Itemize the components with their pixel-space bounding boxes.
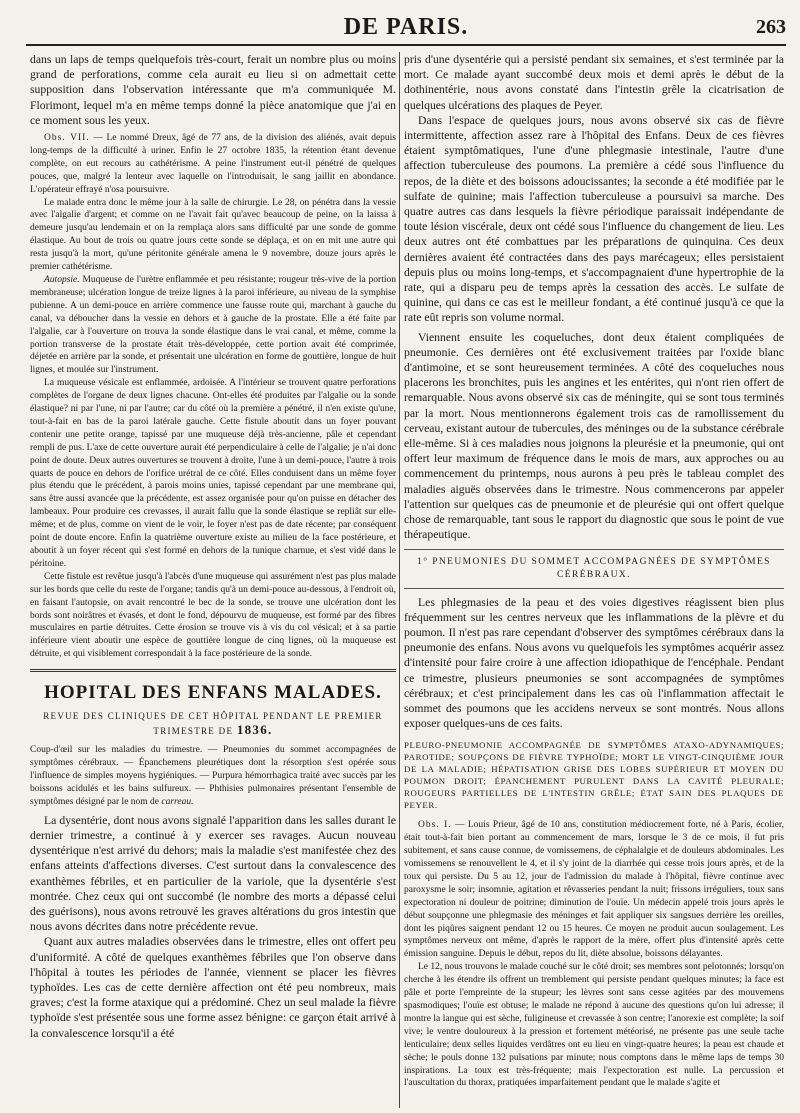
- summary-text: Coup-d'œil sur les maladies du trimestre. — Pneumonies du sommet accompagnées de symptômes cérébraux. — Épanchemens pleurétiques dont la résorption s'est opérée sous l'influence de simples moyens hygiéniques. — Purpura hémorrhagica traité avec succès par les boissons acidulés et les bains sulfureux. — Phthisies pulmonaires présentant l'ensemble de symptômes désigné par le nom de: [30, 745, 396, 807]
- paragraph: pris d'une dysentérie qui a persisté pendant six semaines, et s'est terminée par la mort. Ce malade ayant succombé deux mois et demi après le début de la dothinentérie, nous avons constaté dans l'intestin grêle la cicatrisation de quelques ulcérations des plaques de Peyer.: [404, 53, 784, 112]
- paragraph: Cette fistule est revêtue jusqu'à l'abcès d'une muqueuse qui assurément n'est pas plus malade sur les bords que celle du reste de l'organe; tandis qu'à un demi-pouce au-dessous, à l'endroit où, en faisant l'autopsie, on avait rencontré le bec de la sonde, se trouve une ulcération dont les bords sont noirâtres et évasés, et dont le fond, dépourvu de muqueuse, est formé par des fibres musculaires en partie détruites. Cette érosion se trouve vis à vis du col vésical; et à sa partie inférieure vient aboutir une espèce de gouttière longue de cinq lignes, où la muqueuse est détruite, et qui visiblement correspondait à la face postérieure de la sonde.: [30, 571, 396, 660]
- right-column: [404, 52, 784, 1108]
- page-header: [26, 14, 786, 46]
- summary-paragraph: [30, 744, 396, 809]
- section-subtitle: [30, 710, 396, 738]
- paragraph: Dans l'espace de quelques jours, nous avons observé six cas de fièvre intermittente, affection assez rare à l'hôpital des Enfans. Deux de ces fièvres étaient symptômatiques, l'une d'une phlegmasie intestinale, l'autre d'une affection tuberculeuse des poumons. La première a cédé sous l'influence du repos, de la diète et des boissons adoucissantes; la seconde a été modifiée par le sulfate de quinine; mais l'affection tuberculeuse a poursuivi sa marche. Des quatre autres cas dans lesquels la fièvre périodique paraissait indépendante de toute lésion viscérale, deux ont cédé sous l'influence du changement de lieu. Les deux autres ont été combattues par les préparations de quinquina. Ces deux dernières avaient été contractées dans des pays marécageux; elles persistaient depuis plus ou moins long-temps, et s'accompagnaient d'une hypertrophie de la rate, qui a disparu peu de temps après la cessation des accès. Le sulfate de quinine, qui dans ce cas est le meilleur fondant, a été continué jusqu'à ce que la rate eût repris son volume normal.: [404, 113, 784, 325]
- observation-paragraph: [404, 819, 784, 961]
- autopsy-text: Muqueuse de l'urètre enflammée et peu résistante; rougeur très-vive de la portion membraneuse; ulcération longue de treize lignes à la paroi inférieure, au niveau de la symphise pubienne. A un demi-pouce en arrière commence une fausse route qui, marchant à gauche du canal, va déboucher dans la vessie en dehors et à gauche de la prostate. Elle a été faite par l'algalie, car à l'ouverture on trouva la sonde élastique dans le vrai canal, et même, comme la portion transverse de la prostate était très-développée, cette portion avait été comprimée, déjetée en arrière par la sonde, et présentait une ulcération en forme de gouttière, longue de huit lignes, et moulée sur l'instrument.: [30, 274, 396, 376]
- paragraph: dans un laps de temps quelquefois très-court, ferait un nombre plus ou moins grand de perforations, comme cela aurait eu lieu si on admettait cette supposition dans l'observation intéressante que m'a communiquée M. Florimont, lequel m'a en même temps donné la pièce anatomique que j'ai en ce moment sous les yeux.: [30, 53, 396, 127]
- paragraph: Viennent ensuite les coqueluches, dont deux étaient compliquées de pneumonie. Ces dernières ont été exclusivement traitées par l'oxide blanc d'antimoine, et se sont heureusement terminées. A côté des coqueluches nous placerons les bronchites, puis les angines et les entérites, qui n'ont rien offert de remarquable. Nous avons observé six cas de méningite, qui se sont tous terminés par la mort. Nous mentionnerons également trois cas de ramollissement du cerveau, existant autour de tubercules, des méninges ou de la substance cérébrale elle-même. Si à ces maladies nous joignons la pleurésie et la pneumonie, qui ont offert leur maximum de fréquence dans le mois de mars, aux approches ou au commencement du printemps, nous aurons à peu près le tableau complet des maladies aiguës observées dans le trimestre. Nous commencerons par appeler l'attention sur quelques cas de pneumonie et de pleurésie qui ont offert quelque chose de remarquable, tant sous le rapport du diagnostic que sous le point de vue thérapeutique.: [404, 330, 784, 542]
- summary-italic: carreau.: [161, 796, 194, 807]
- page-number: 263: [756, 16, 786, 38]
- observation-paragraph: [30, 132, 396, 197]
- left-column: [30, 52, 396, 1108]
- section-heading: 1° PNEUMONIES DU SOMMET ACCOMPAGNÉES DE SYMPTÔMES CÉRÉBRAUX.: [417, 556, 771, 580]
- section-rule: [404, 549, 784, 550]
- observation-label: Obs. I.: [418, 820, 452, 831]
- section-divider: [30, 669, 396, 672]
- section-title: HOPITAL DES ENFANS MALADES.: [44, 682, 382, 704]
- column-rule: [399, 52, 400, 1108]
- subtitle-year: 1836.: [236, 722, 273, 738]
- section-rule: [404, 588, 784, 589]
- observation-label: Obs. VII.: [44, 133, 90, 144]
- paragraph: Le 12, nous trouvons le malade couché sur le côté droit; ses membres sont pelotonnés; lorsqu'on cherche à les étendre ils offrent un tremblement qui persiste pendant quelques minutes; la face est pâle et porte l'empreinte de la stupeur; les lèvres sont sans cesse agitées par des mouvemens spasmodiques; l'ouïe est obtuse; le malade ne répond à aucune des questions qu'on lui adresse; il montre la langue qui est sèche, fuligineuse et crevassée à son centre; l'anorexie est complète; la soif vive; le ventre douloureux à la pression et fortement météorisé, ne présente pas une seule tache lenticulaire; deux selles liquides verdâtres ont eu lieu en vingt-quatre heures; la peau est chaude et sèche; le pouls donne 132 pulsations par minute; nous comptons dans le même laps de temps 30 inspirations. La toux est très-fréquente; mais l'expectoration est nulle. La percussion et l'auscultation du thorax, pratiquées imparfaitement pendant que le malade s'agite et: [404, 962, 784, 1089]
- paragraph: La muqueuse vésicale est enflammée, ardoisée. A l'intérieur se trouvent quatre perforations complètes de l'organe de deux lignes chacune. Ont-elles été produites par l'algalie ou la sonde élastique? ni par l'une, ni par l'autre; car du côté où la première a pénétré, il n'en existe qu'une, tout-à-fait en bas de la paroi latérale gauche. Cette fistule aboutit dans un foyer pouvant contenir une petite orange, tapissé par une muqueuse déjà très-ancienne, pâle et cependant rempli de pus. L'axe de cette ouverture aurait été perpendiculaire à celle de l'algalie; je n'ai donc point de doute. Deux autres ouvertures se trouvent à droite, l'une à un demi-pouce, l'autre à trois quarts de pouce en dehors de l'orifice urétral de ce côté. Elles conduisent dans un même foyer plus étendu que le précédent, à parois moins unies, tapissé cependant par une membrane qui, sans être aussi avancée que la précédente, est assez organisée pour qu'on puisse en détacher des lambeaux. Pour produire ces crevasses, il aurait fallu que la sonde élastique se repliât sur elle-même; et de plus, comme on vient de le voir, le foyer n'est pas de date récente; par conséquent point de doute encore. Enfin la quatrième ouverture existe au milieu de la face postérieure, et aboutit à un foyer récent qui s'est formé en dehors de la tunique charnue, et s'est vidé dans le péritoine.: [30, 378, 396, 569]
- paragraph: Les phlegmasies de la peau et des voies digestives réagissent bien plus fréquemment sur les centres nerveux que les inflammations de la plèvre et du poumon. Il n'est pas rare cependant d'observer des symptômes cérébraux dans la pneumonie des enfans. Nous avons vu quelquefois les symptômes acquérir assez d'intensité pour faire croire à une affection idiopathique de l'encéphale. Pendant ce trimestre, plusieurs pneumonies se sont accompagnées de symptômes cérébraux; et c'est principalement dans les cas où l'inflammation affectait le sommet des poumons que les accidens nerveux se sont montrés. Nous allons exposer quelques-uns de ces faits.: [404, 595, 784, 731]
- autopsy-label: Autopsie.: [44, 274, 80, 285]
- paragraph: La dysentérie, dont nous avons signalé l'apparition dans les salles durant le dernier trimestre, a continué à y exercer ses ravages. Aucun nouveau dysentérique n'est arrivé du dehors; mais la maladie s'est manifestée chez des enfans atteints d'affections diverses. C'est surtout dans la convalescence des exanthèmes fébriles, et en particulier de la variole, que la dysentérie s'est montrée. Chez ceux qui ont succombé (le nombre des morts a dépassé celui des guérisons), nous avons retrouvé les graves altérations du gros intestin que nous avons décrites dans notre précédente revue.: [30, 813, 396, 934]
- running-title: DE PARIS.: [343, 14, 469, 40]
- paragraph: Quant aux autres maladies observées dans le trimestre, elles ont offert peu d'uniformité. A côté de quelques exanthèmes fébriles que l'on observe dans l'hôpital à toutes les périodes de l'année, viennent se placer les fièvres typhoïdes. Les cas de cette dernière affection ont été peu nombreux, mais graves; c'est la forme ataxique qui a prédominé. Chez un seul malade la fièvre typhoïde s'est présentée sous une forme assez bénigne: ce garçon était arrivé à la convalescence lorsqu'il a été: [30, 935, 396, 1040]
- subtitle-text: REVUE DES CLINIQUES DE CET HÔPITAL PENDANT LE PREMIER TRIMESTRE DE: [43, 711, 383, 737]
- observation-text: — Le nommé Dreux, âgé de 77 ans, de la division des aliénés, avait depuis long-temps de la difficulté à uriner. Enfin le 27 octobre 1835, la rétention étant devenue complète, on eut recours au cathétérisme. A peine l'instrument eut-il pénétré de quelques pouces, que, malgré la lenteur avec laquelle on l'introduisait, le sang jaillit en abondance. L'opérateur effrayé n'osa poursuivre.: [30, 133, 396, 195]
- paragraph: Le malade entra donc le même jour à la salle de chirurgie. Le 28, on pénétra dans la vessie avec l'algalie d'argent; et comme on ne l'avait fait qu'avec beaucoup de peine, on la laissa à demeure jusqu'au lendemain et on la remplaça alors sans difficulté par une sonde de gomme élastique. Au bout de trois ou quatre jours cette sonde se déplaça, et on en mit une autre qui resta jusqu'à la mort, qu'une péritonite générale amena le 9 novembre, douze jours après le premier cathétérisme.: [30, 197, 396, 273]
- case-heading: PLEURO-PNEUMONIE ACCOMPAGNÉE DE SYMPTÔMES ATAXO-ADYNAMIQUES; PAROTIDE; SOUPÇONS DE FIÈVRE TYPHOÏDE; MORT LE VINGT-CINQUIÈME JOUR DE LA MALADIE; HÉPATISATION GRISE DES LOBES SUPÉRIEUR ET MOYEN DU POUMON DROIT; ÉPANCHEMENT PURULENT DANS LA CAVITÉ PLEURALE; ROUGEURS PARTIELLES DE L'INTESTIN GRÊLE; ÉTAT SAIN DES PLAQUES DE PEYER.: [404, 740, 784, 811]
- autopsy-paragraph: [30, 274, 396, 377]
- observation-text: — Louis Prieur, âgé de 10 ans, constitution médiocrement forte, né à Paris, écolier, était tout-à-fait bien portant au commencement de mars, lorsque le 3 de ce mois, il fut pris subitement, et sans cause connue, de vomissemens, de céphalalgie et de douleurs abdominales. Les vomissemens se renouvellent le 4, et il s'y joint de la diarrhée qui cesse trois jours après, et de la toux qui persiste. Du 5 au 12, jour de l'admission du malade à l'hôpital, fièvre continue avec paroxysme le soir; insomnie, agitation et rêvasseries pendant la nuit; frissons irréguliers, toux sans expectoration ni douleur de poitrine; diminution de l'ouïe. Un médecin appelé trois jours après le début soupçonne une phlegmasie des méninges et fait appliquer six sangsues derrière les oreilles, dont les piqûres saignent pendant 12 ou 15 heures. Ce moyen ne produit aucun soulagement. Les symptômes nerveux ont même, d'après le rapport de la mère, offert plus d'intensité après cette émission sanguine. Depuis le début, repos du lit, diète absolue, boissons délayantes.: [404, 820, 784, 960]
